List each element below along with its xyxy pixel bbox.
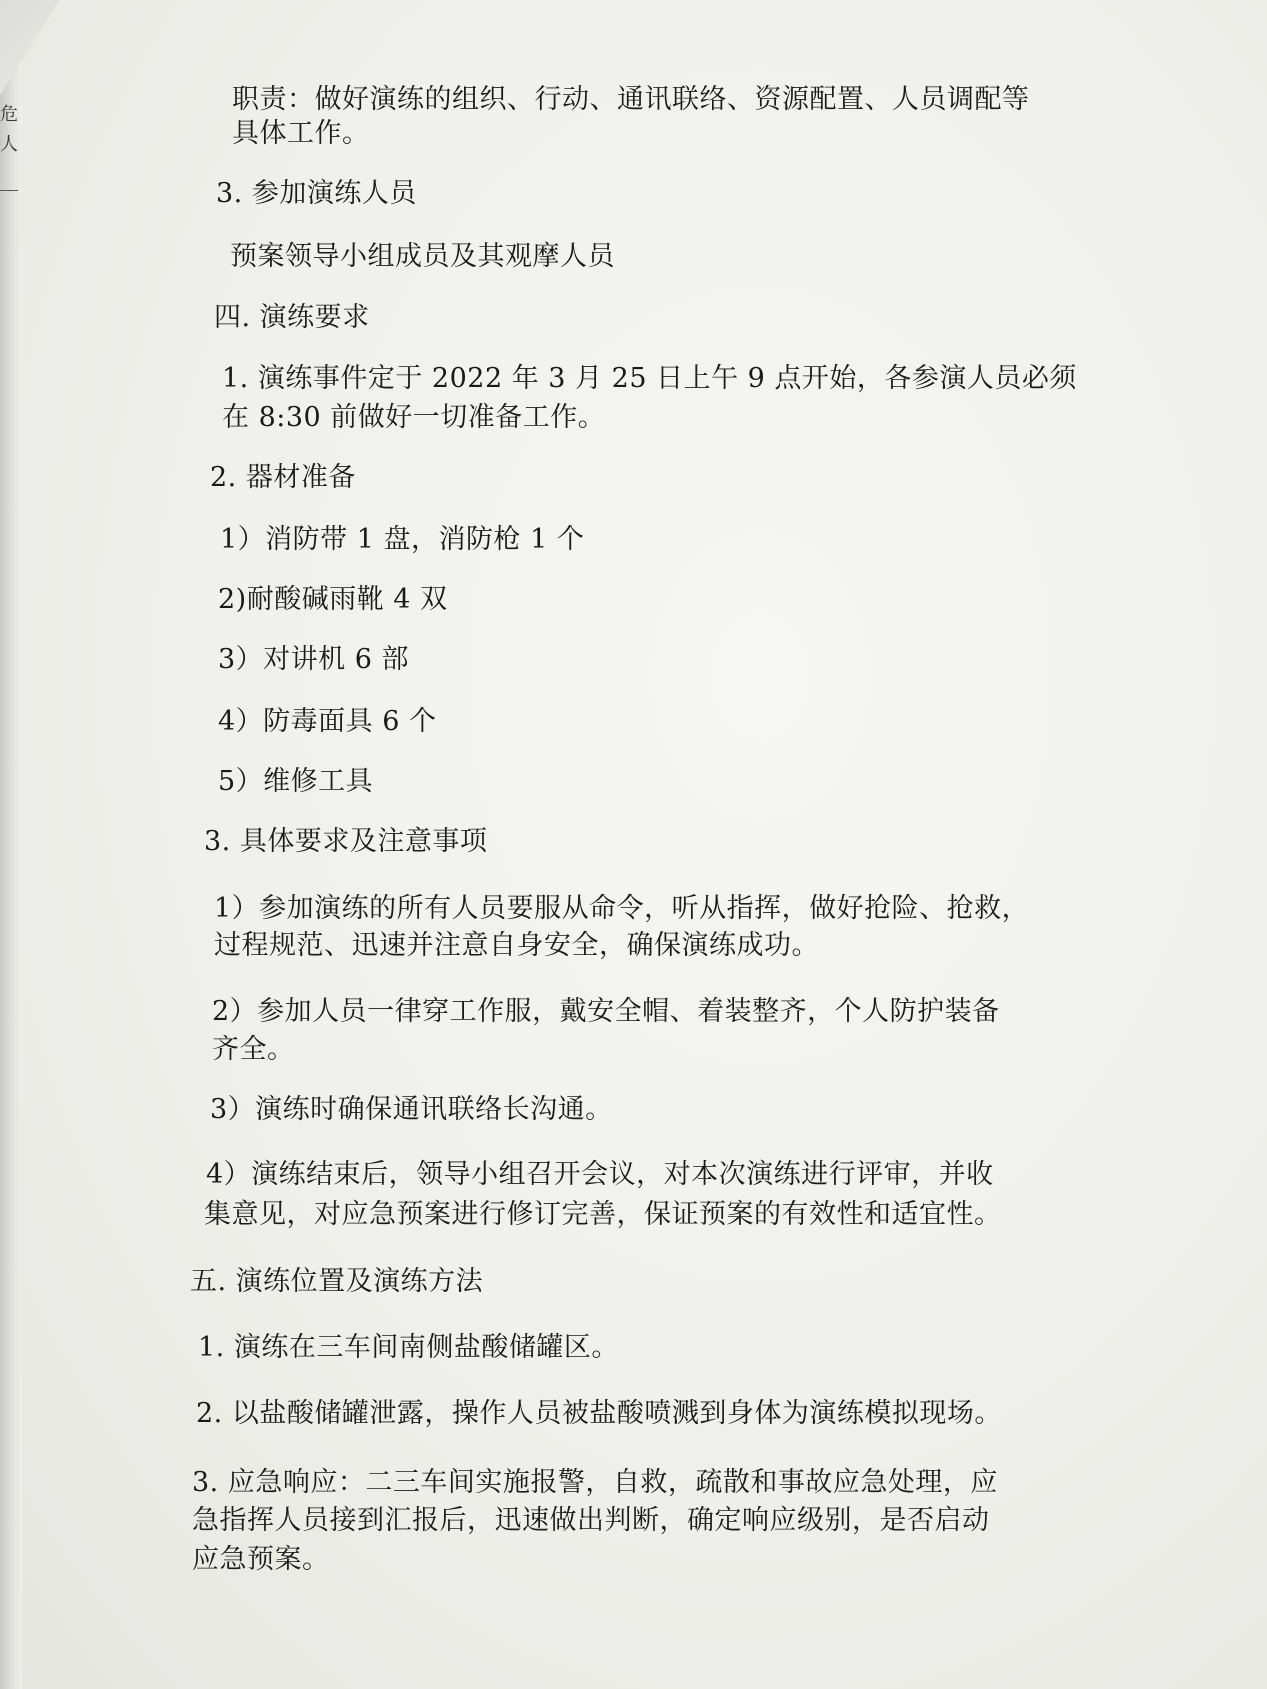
list-item: 5）维修工具: [218, 766, 374, 797]
text-line: 在 8:30 前做好一切准备工作。: [222, 402, 606, 433]
text-line: 3. 应急响应：二三车间实施报警，自救，疏散和事故应急处理，应: [192, 1467, 998, 1498]
list-item: 3）对讲机 6 部: [218, 644, 410, 675]
text-line: 3）演练时确保通讯联络长沟通。: [210, 1094, 613, 1125]
list-item: 2)耐酸碱雨靴 4 双: [218, 584, 448, 615]
text-line: 1. 演练事件定于 2022 年 3 月 25 日上午 9 点开始，各参演人员必须: [222, 363, 1077, 394]
text-line: 过程规范、迅速并注意自身安全，确保演练成功。: [214, 930, 819, 961]
text-line: 1. 演练在三车间南侧盐酸储罐区。: [198, 1332, 619, 1363]
margin-fragment-1: 危: [0, 104, 18, 125]
text-line: 齐全。: [212, 1034, 295, 1065]
section-heading: 五. 演练位置及演练方法: [190, 1266, 484, 1297]
page-shadow: [0, 0, 22, 1689]
text-line: 集意见，对应急预案进行修订完善，保证预案的有效性和适宜性。: [204, 1199, 1002, 1230]
section-heading: 2. 器材准备: [210, 462, 356, 493]
text-line: 急指挥人员接到汇报后，迅速做出判断，确定响应级别，是否启动: [192, 1505, 990, 1536]
text-line: 具体工作。: [232, 118, 370, 149]
margin-rule: [0, 190, 18, 191]
text-line: 应急预案。: [192, 1544, 330, 1575]
margin-fragment-2: 人: [0, 134, 18, 155]
section-heading: 3. 具体要求及注意事项: [204, 826, 488, 857]
text-line: 1）参加演练的所有人员要服从命令，听从指挥，做好抢险、抢救，: [214, 893, 1030, 924]
text-line: 2）参加人员一律穿工作服，戴安全帽、着装整齐，个人防护装备: [212, 996, 1000, 1027]
text-line: 职责：做好演练的组织、行动、通讯联络、资源配置、人员调配等: [232, 84, 1030, 115]
text-line: 2. 以盐酸储罐泄露，操作人员被盐酸喷溅到身体为演练模拟现场。: [196, 1398, 1002, 1429]
section-heading: 四. 演练要求: [214, 302, 370, 333]
list-item: 4）防毒面具 6 个: [218, 706, 437, 737]
text-line: 预案领导小组成员及其观摩人员: [230, 241, 615, 272]
section-heading: 3. 参加演练人员: [216, 178, 417, 209]
list-item: 1）消防带 1 盘，消防枪 1 个: [220, 524, 585, 555]
text-line: 4）演练结束后，领导小组召开会议，对本次演练进行评审，并收: [206, 1159, 994, 1190]
